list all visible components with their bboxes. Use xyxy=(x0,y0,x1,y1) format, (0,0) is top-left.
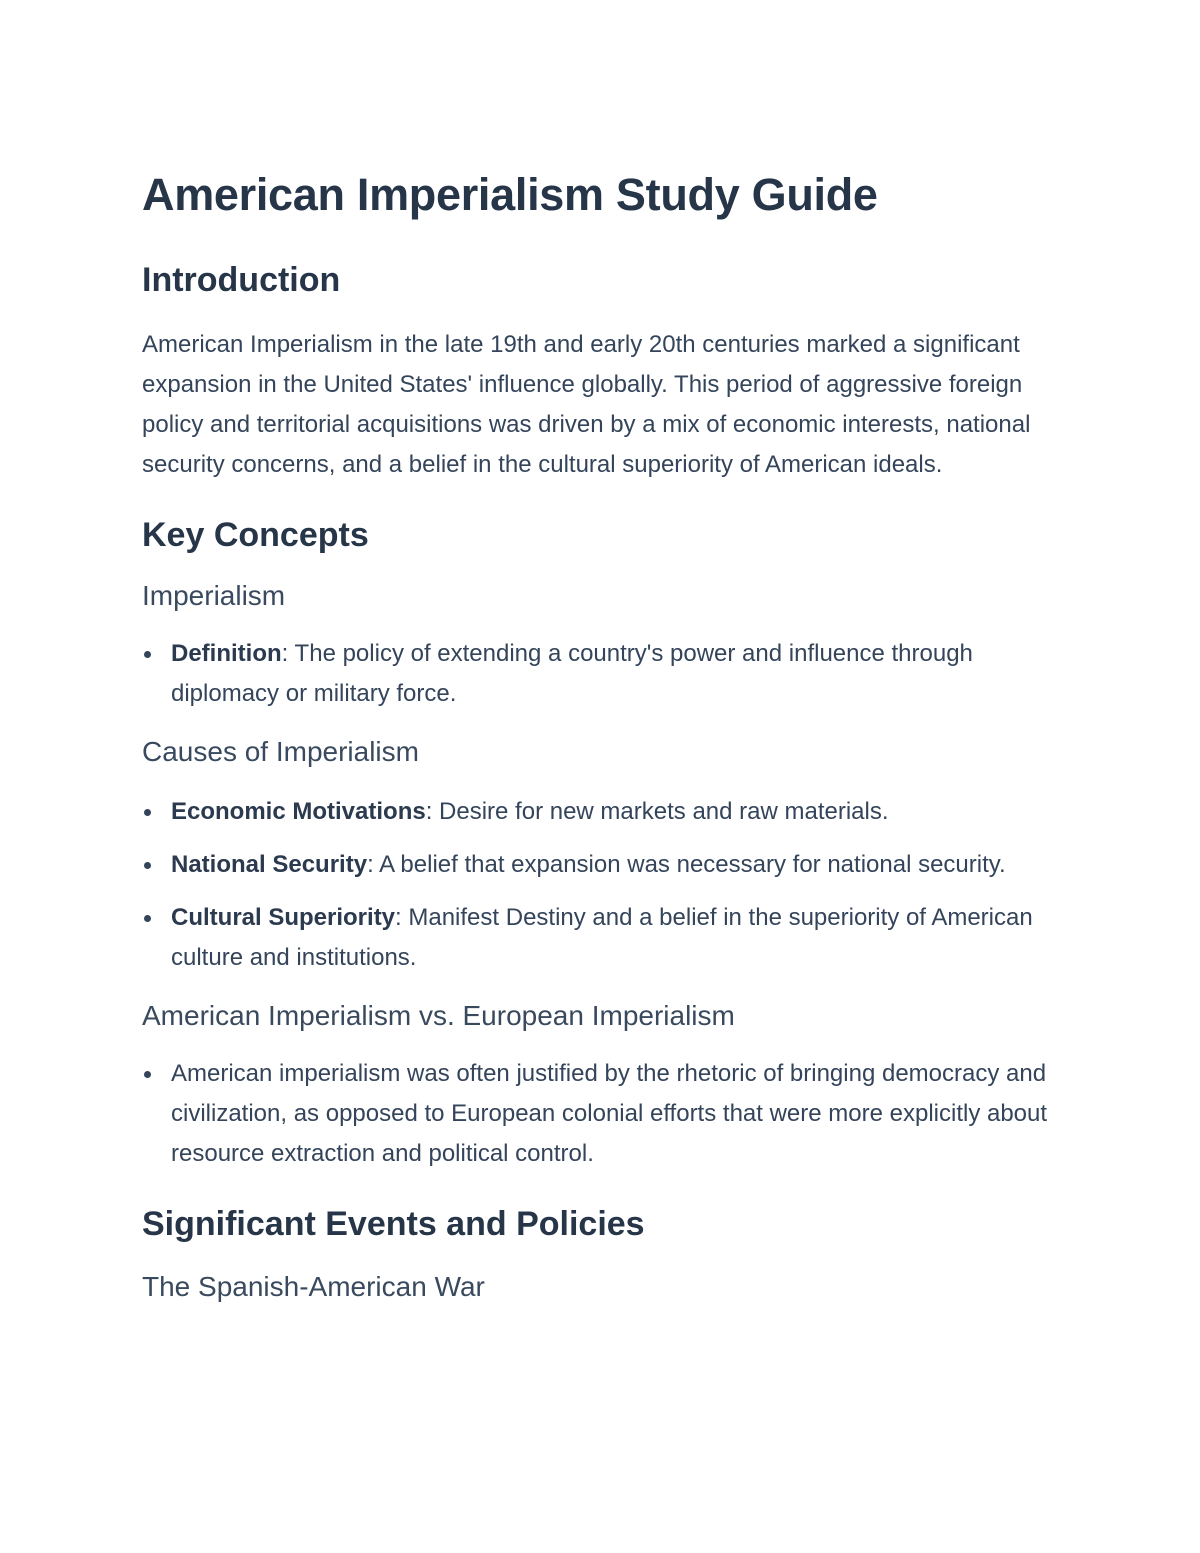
imperialism-list xyxy=(142,634,1072,714)
list-item xyxy=(142,634,1072,714)
subheading-imperialism: Imperialism xyxy=(142,580,286,611)
list-item xyxy=(142,845,1072,885)
list-item-text: : Manifest Destiny and a belief in the superiority of American culture and institutions. xyxy=(171,904,1033,971)
subheading-causes-of-imperialism: Causes of Imperialism xyxy=(142,736,419,767)
causes-list xyxy=(142,792,1072,978)
subheading-spanish-american-war: The Spanish-American War xyxy=(142,1271,485,1302)
list-item xyxy=(142,898,1072,978)
document-page xyxy=(142,168,1072,1305)
list-item-text: : A belief that expansion was necessary for national security. xyxy=(367,851,1006,878)
subheading-american-vs-european: American Imperialism vs. European Imperialism xyxy=(142,1000,735,1031)
list-item-term: National Security xyxy=(171,851,368,878)
document-title: American Imperialism Study Guide xyxy=(142,169,878,220)
list-item-term: Definition xyxy=(171,640,282,667)
list-item-text: American imperialism was often justified by the rhetoric of bringing democracy and civilization, as opposed to European colonial efforts that were more explicitly about resource extraction and political control. xyxy=(171,1060,1048,1167)
list-item-text: : Desire for new markets and raw materials. xyxy=(425,798,889,825)
section-heading-key-concepts: Key Concepts xyxy=(142,516,369,554)
list-item xyxy=(142,1054,1072,1174)
list-item-text: : The policy of extending a country's power and influence through diplomacy or military force. xyxy=(171,640,973,707)
comparison-list xyxy=(142,1054,1072,1174)
list-item-term: Economic Motivations xyxy=(171,798,426,825)
list-item-term: Cultural Superiority xyxy=(171,904,396,931)
section-heading-introduction: Introduction xyxy=(142,261,341,299)
list-item xyxy=(142,792,1072,832)
introduction-paragraph: American Imperialism in the late 19th and early 20th centuries marked a significant expansion in the United States' influence globally. This period of aggressive foreign policy and territorial acquisitions was driven by a mix of economic interests, national security concerns, and a belief in the cultural superiority of American ideals. xyxy=(142,331,1031,478)
section-heading-significant-events: Significant Events and Policies xyxy=(142,1205,645,1243)
